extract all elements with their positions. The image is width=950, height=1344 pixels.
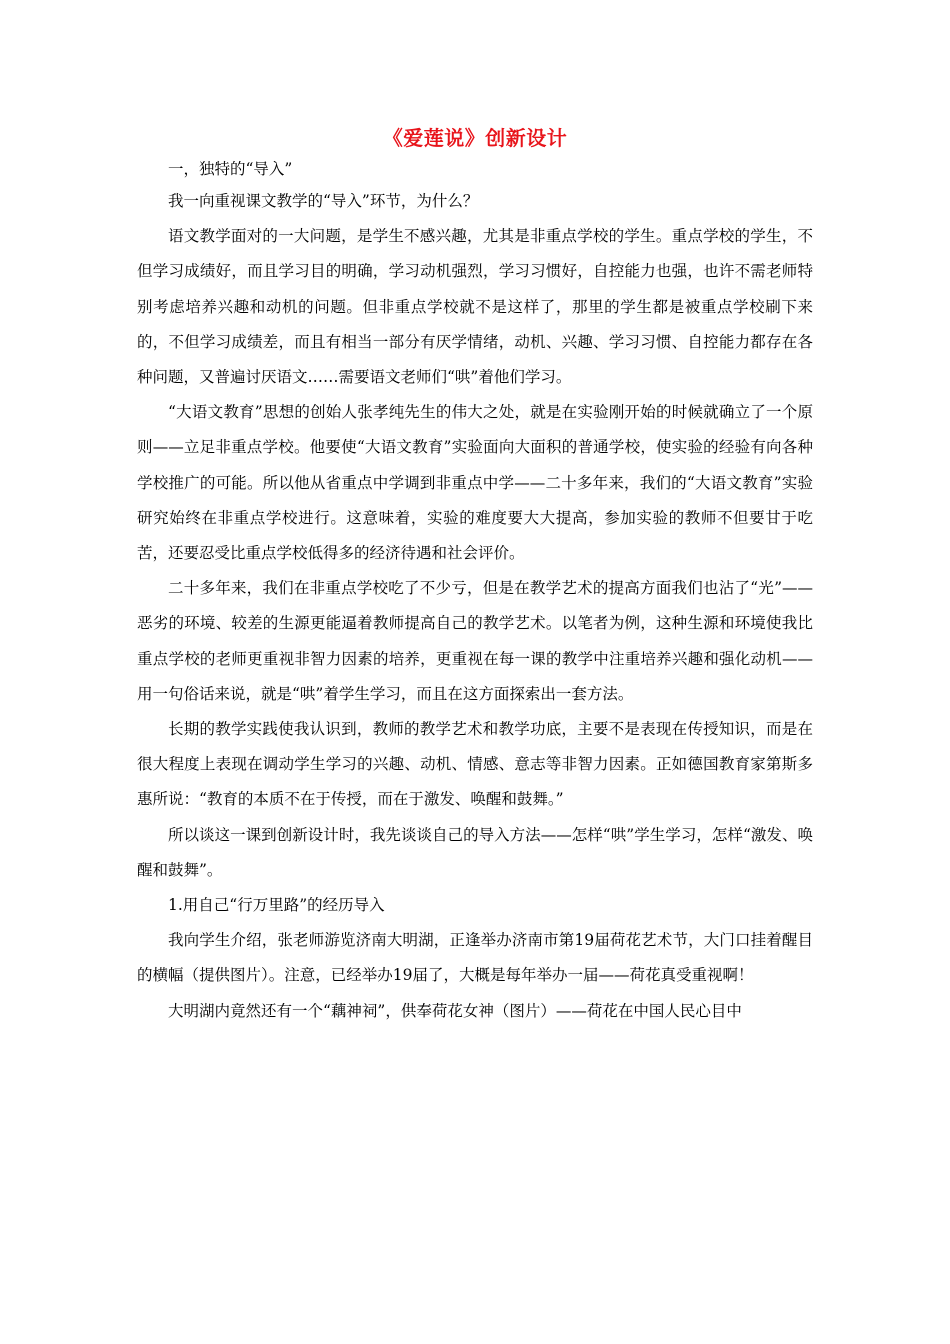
paragraph: 大明湖内竟然还有一个“藕神祠”，供奉荷花女神（图片）——荷花在中国人民心目中 <box>168 1001 742 1020</box>
subsection-heading: 1.用自己“行万里路”的经历导入 <box>168 896 385 915</box>
paragraph: 二十多年来，我们在非重点学校吃了不少亏，但是在教学艺术的提高方面我们也沾了“光”——恶劣的环境、较差的生源更能逼着教师提高自己的教学艺术。以笔者为例，这种生源和环境使我比重点学校的老师更重视非智力因素的培养，更重视在每一课的教学中注重培养兴趣和强化动机——用一句俗话来说，就是“哄”着学生学习，而且在这方面探索出一套方法。 <box>137 579 813 703</box>
paragraph: 我一向重视课文教学的“导入”环节，为什么？ <box>168 192 479 210</box>
section-heading: 一，独特的“导入” <box>168 160 293 178</box>
paragraph: “大语文教育”思想的创始人张孝纯先生的伟大之处，就是在实验刚开始的时候就确立了一个原则——立足非重点学校。他要使“大语文教育”实验面向大面积的普通学校，使实验的经验有向各种学校推广的可能。所以他从省重点中学调到非重点中学——二十多年来，我们的“大语文教育”实验研究始终在非重点学校进行。这意味着，实验的难度要大大提高，参加实验的教师不但要甘于吃苦，还要忍受比重点学校低得多的经济待遇和社会评价。 <box>137 403 813 563</box>
document-title: 《爱莲说》创新设计 <box>382 126 568 150</box>
document-page <box>137 124 813 1029</box>
paragraph: 语文教学面对的一大问题，是学生不感兴趣，尤其是非重点学校的学生。重点学校的学生，不但学习成绩好，而且学习目的明确，学习动机强烈，学习习惯好，自控能力也强，也许不需老师特别考虑培养兴趣和动机的问题。但非重点学校就不是这样了，那里的学生都是被重点学校刷下来的，不但学习成绩差，而且有相当一部分有厌学情绪，动机、兴趣、学习习惯、自控能力都存在各种问题，又普遍讨厌语文……需要语文老师们“哄”着他们学习。 <box>137 227 813 387</box>
paragraph: 长期的教学实践使我认识到，教师的教学艺术和教学功底，主要不是表现在传授知识，而是在很大程度上表现在调动学生学习的兴趣、动机、情感、意志等非智力因素。正如德国教育家第斯多惠所说：“教育的本质不在于传授，而在于激发、唤醒和鼓舞。” <box>137 720 813 809</box>
paragraph: 所以谈这一课到创新设计时，我先谈谈自己的导入方法——怎样“哄”学生学习，怎样“激发、唤醒和鼓舞”。 <box>137 825 813 879</box>
paragraph: 我向学生介绍，张老师游览济南大明湖，正逢举办济南市第19届荷花艺术节，大门口挂着醒目的横幅（提供图片）。注意，已经举办19届了，大概是每年举办一届——荷花真受重视啊！ <box>137 931 813 985</box>
